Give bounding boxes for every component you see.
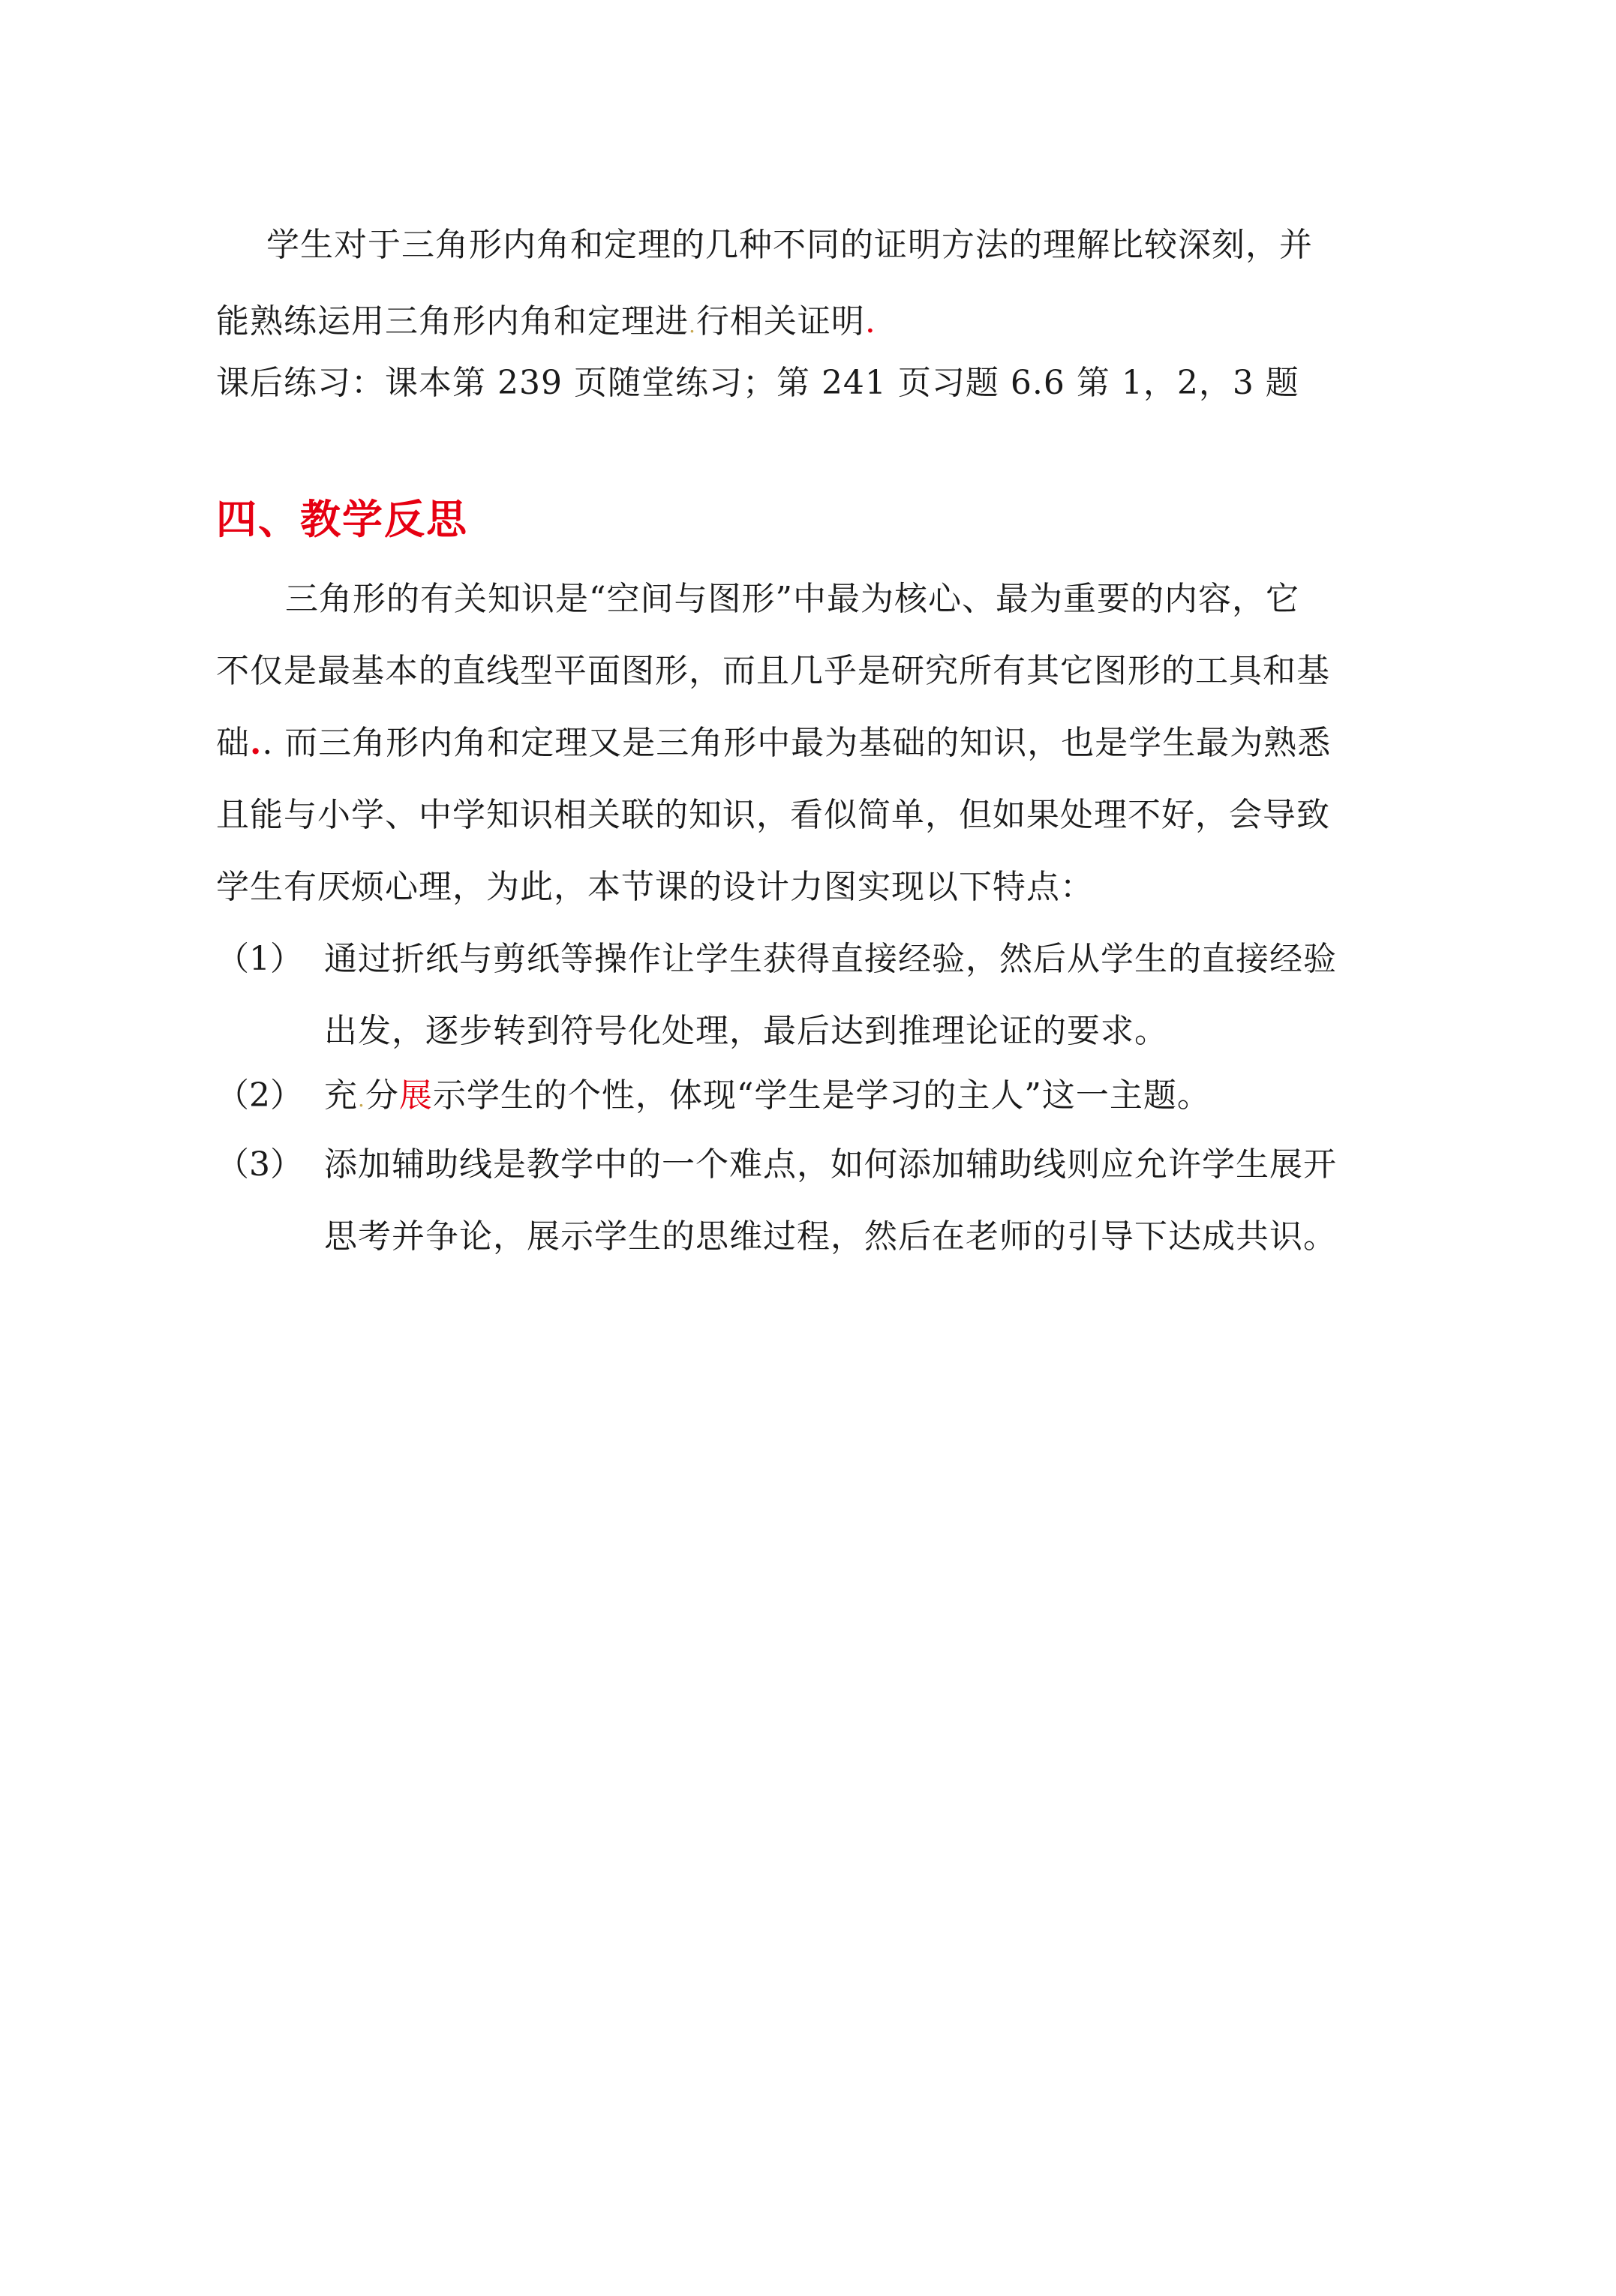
item-1-line-1: 通过折纸与剪纸等操作让学生获得直接经验，然后从学生的直接经验 xyxy=(324,940,1337,978)
intro-line-2-period: . xyxy=(864,302,876,341)
intro-line-2-text-b: 行相关证明 xyxy=(695,302,865,341)
para-line-5-text: 学生有厌烦心理，为此，本节课的设计力图实现以下特点： xyxy=(216,868,1094,906)
item-2-number: （2） xyxy=(216,1076,303,1115)
section-4-heading: 四、教学反思 xyxy=(216,496,468,543)
para-line-5 xyxy=(216,860,1094,908)
para-line-3-period: . xyxy=(250,724,263,762)
item-3-number: （3） xyxy=(216,1145,303,1184)
item-3-line-1: 添加辅助线是教学中的一个难点，如何添加辅助线则应允许学生展开 xyxy=(324,1145,1337,1184)
para-line-3-text-b: . 而三角形内角和定理又是三角形中最为基础的知识，也是学生最为熟悉 xyxy=(262,724,1332,762)
item-1-line-2 xyxy=(324,1004,1168,1052)
intro-line-1 xyxy=(266,218,1313,266)
mark-dot: . xyxy=(358,1087,365,1112)
para-line-2 xyxy=(216,644,1330,692)
para-line-4-text: 且能与小学、中学知识相关联的知识，看似简单，但如果处理不好，会导致 xyxy=(216,796,1330,834)
item-2-text-highlight: 展 xyxy=(398,1076,433,1115)
para-line-3-text-a: 础 xyxy=(216,724,250,762)
intro-line-1-text: 学生对于三角形内角和定理的几种不同的证明方法的理解比较深刻，并 xyxy=(266,226,1313,264)
intro-line-2-text-a: 能熟练运用三角形内角和定理进 xyxy=(216,302,689,341)
homework-text: 课后练习：课本第 239 页随堂练习；第 241 页习题 6.6 第 1，2，3 题 xyxy=(216,364,1299,402)
para-line-1-text: 三角形的有关知识是“空间与图形”中最为核心、最为重要的内容，它 xyxy=(285,580,1299,618)
mark-dot: . xyxy=(689,313,696,338)
item-1-number: （1） xyxy=(216,940,303,978)
para-line-1 xyxy=(285,572,1299,620)
item-2-text-b: 分 xyxy=(365,1076,399,1115)
item-1-line-2-text: 出发，逐步转到符号化处理，最后达到推理论证的要求。 xyxy=(324,1012,1168,1050)
homework-line xyxy=(216,356,1299,404)
para-line-3 xyxy=(216,716,1331,764)
intro-line-2 xyxy=(216,294,876,342)
item-2-line-1 xyxy=(324,1068,1211,1116)
para-line-4 xyxy=(216,788,1330,836)
para-line-2-text: 不仅是最基本的直线型平面图形，而且几乎是研究所有其它图形的工具和基 xyxy=(216,652,1330,690)
item-3-line-2: 思考并争论，展示学生的思维过程，然后在老师的引导下达成共识。 xyxy=(324,1217,1337,1256)
item-2-text-c: 示学生的个性，体现“学生是学习的主人”这一主题。 xyxy=(432,1076,1211,1115)
item-2-text-a: 充 xyxy=(324,1076,358,1115)
